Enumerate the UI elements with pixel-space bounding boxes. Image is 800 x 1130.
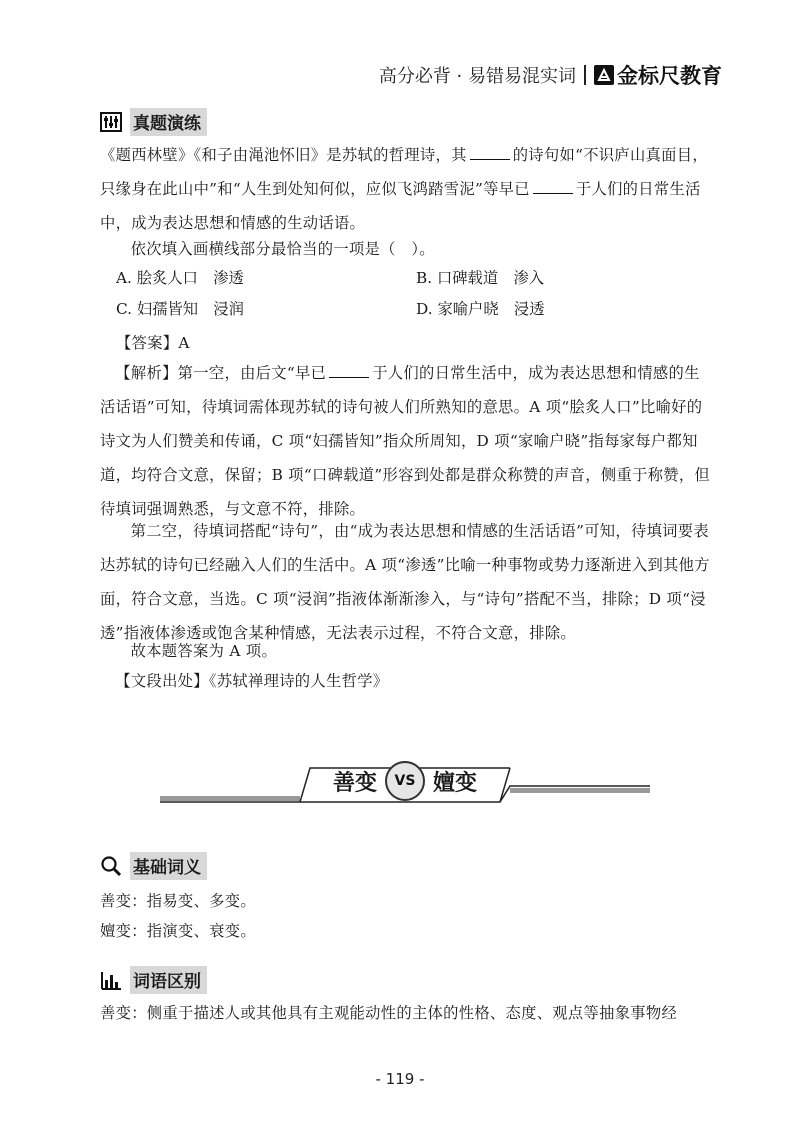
option-b: B. 口碑载道 渗入 [416, 269, 545, 287]
question-part-3: 于人们的日常生活中，成为表达思想和情感的生动话语。 [100, 180, 701, 232]
difference-text: 善变：侧重于描述人或其他具有主观能动性的主体的性格、态度、观点等抽象事物经 [100, 1004, 678, 1022]
section-title-text: 词语区别 [130, 966, 207, 994]
option-d: D. 家喻户晓 浸透 [416, 300, 545, 318]
blank-2 [533, 177, 573, 194]
word-right: 嬗变 [433, 769, 478, 796]
section-title-text: 真题演练 [130, 108, 207, 136]
analysis-blank [329, 361, 369, 378]
question-prompt: 依次填入画横线部分最恰当的一项是（ ）。 [130, 240, 435, 258]
section-title-word-difference [100, 966, 207, 994]
equalizer-icon [100, 111, 122, 133]
vs-badge: VS [385, 761, 425, 801]
definition-2: 嬗变：指演变、衰变。 [100, 922, 256, 940]
brand-logo-icon [594, 65, 614, 85]
question-part-1: 《题西林壁》《和子由渑池怀旧》是苏轼的哲理诗，其 [100, 146, 467, 164]
analysis-1-part-a: 【解析】第一空，由后文“早已 [115, 364, 327, 382]
source: 【文段出处】《苏轼禅理诗的人生哲学》 [115, 672, 389, 690]
option-a: A. 脍炙人口 渗透 [116, 269, 244, 287]
page-number: - 119 - [375, 1070, 425, 1088]
header-divider [584, 65, 586, 85]
analysis-paragraph-2: 第二空，待填词搭配“诗句”，由“成为表达思想和情感的生活话语”可知，待填词要表达苏轼的诗句已经融入人们的生活中。A 项“渗透”比喻一种事物或势力逐渐进入到其他方面，符合文意，当选。C 项“浸润”指液体渐渐渗入，与“诗句”搭配不当，排除；D 项“浸透”指液体渗透或饱含某种情感，无法表示过程，不符合文意，排除。 [100, 522, 710, 642]
definition-1: 善变：指易变、多变。 [100, 892, 256, 910]
conclusion: 故本题答案为 A 项。 [130, 642, 278, 660]
comparison-title [300, 758, 510, 804]
series-title: 高分必背 · 易错易混实词 [378, 66, 576, 87]
page-header [379, 60, 722, 90]
analysis-paragraph-1 [100, 356, 712, 526]
question-part-2: 的诗句如“不识庐山真面目，只缘身在此山中”和“人生到处知何似，应似飞鸿踏雪泥”等早已 [100, 146, 708, 198]
word-left: 善变 [332, 769, 377, 796]
word-comparison-banner [160, 758, 650, 818]
bar-chart-icon [100, 969, 122, 991]
analysis-1-part-b: 于人们的日常生活中，成为表达思想和情感的生活话语”可知，待填词需体现苏轼的诗句被人们所熟知的意思。A 项“脍炙人口”比喻好的诗文为人们赞美和传诵，C 项“妇孺皆知”指众所周知，D 项“家喻户晓”指每家每户都知道，均符合文意，保留；B 项“口碑载道”形容到处都是群众称赞的声音，侧重于称赞，但待填词强调熟悉，与文意不符，排除。 [100, 364, 711, 518]
brand [594, 60, 722, 90]
brand-name: 金标尺教育 [617, 64, 722, 88]
section-title-practice [100, 108, 207, 136]
section-title-basic-meaning [100, 852, 207, 880]
blank-1 [470, 143, 510, 160]
question-text [100, 138, 712, 240]
answer: 【答案】A [116, 334, 190, 352]
magnifier-icon [100, 855, 122, 877]
section-title-text: 基础词义 [130, 852, 207, 880]
option-c: C. 妇孺皆知 浸润 [116, 300, 244, 318]
